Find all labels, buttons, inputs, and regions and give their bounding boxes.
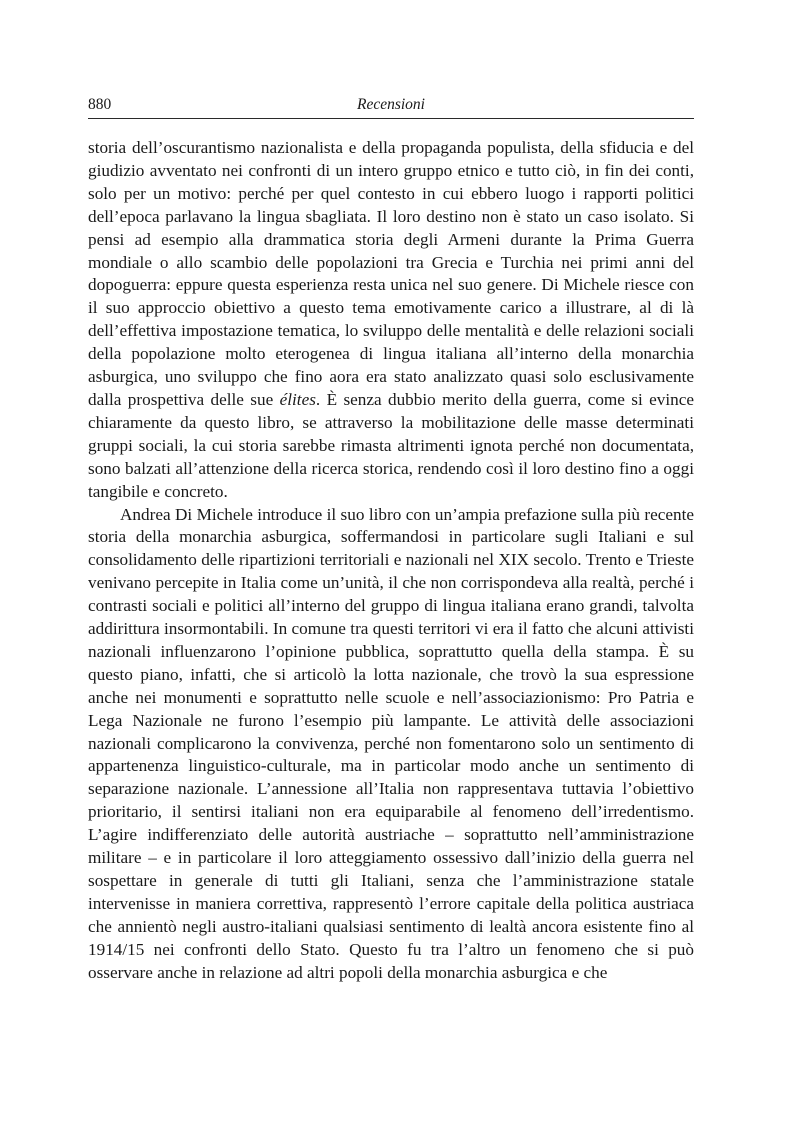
- document-page: [88, 92, 694, 985]
- paragraph-1-text-end: . È senza dubbio merito della guerra, come si evince chiaramente da questo libro, se attraverso la mobilitazione delle masse determinati gruppi sociali, la cui storia sarebbe rimasta altrimenti ignota perché non documentata, sono balzati all’attenzione della ricerca storica, rendendo così il loro destino fino a oggi tangibile e concreto.: [88, 389, 694, 501]
- paragraph-1: [88, 137, 694, 504]
- page-header: [88, 92, 694, 119]
- body-text: [88, 137, 694, 985]
- paragraph-2: Andrea Di Michele introduce il suo libro con un’ampia prefazione sulla più recente storia della monarchia asburgica, soffermandosi in particolare sugli Italiani e sul consolidamento delle ripartizioni territoriali e nazionali nel XIX secolo. Trento e Trieste venivano percepite in Italia come un’unità, il che non corrispondeva alla realtà, perché i contrasti sociali e politici all’interno del gruppo di lingua italiana erano grandi, talvolta addirittura insormontabili. In comune tra questi territori vi era il fatto che alcuni attivisti nazionali influenzarono l’opinione pubblica, soprattutto quella della stampa. È su questo piano, infatti, che si articolò la lotta nazionale, che trovò la sua espressione anche nei monumenti e soprattutto nelle scuole e nell’associazionismo: Pro Patria e Lega Nazionale ne furono l’esempio più lampante. Le attività delle associazioni nazionali complicarono la convivenza, perché non fomentarono solo un sentimento di appartenenza linguistico-culturale, ma in particolar modo anche un sentimento di separazione nazionale. L’annessione all’Italia non rappresentava tuttavia l’obiettivo prioritario, il sentirsi italiani non era equiparabile al fenomeno dell’irredentismo. L’agire indifferenziato delle autorità austriache – soprattutto nell’amministrazione militare – e in particolare il loro atteggiamento ossessivo dall’inizio della guerra nel sospettare in generale di tutti gli Italiani, senza che l’amministrazione statale intervenisse in maniera correttiva, rappresentò l’errore capitale della politica austriaca che annientò negli austro-italiani qualsiasi sentimento di lealtà ancora esistente fino al 1914/15 nei confronti dello Stato. Questo fu tra l’altro un fenomeno che si può osservare anche in relazione ad altri popoli della monarchia asburgica e che: [88, 504, 694, 982]
- running-head: Recensioni: [356, 96, 425, 113]
- page-number: 880: [88, 96, 112, 113]
- paragraph-1-text-start: storia dell’oscurantismo nazionalista e della propaganda populista, della sfiducia e del giudizio avventato nei confronti di un intero gruppo etnico e tutto ciò, in fin dei conti, solo per un motivo: perché per quel contesto in cui ebbero luogo i rapporti politici dell’epoca parlavano la lingua sbagliata. Il loro destino non è stato un caso isolato. Si pensi ad esempio alla drammatica storia degli Armeni durante la Prima Guerra mondiale o allo scambio delle popolazioni tra Grecia e Turchia nei primi anni del dopoguerra: eppure questa esperienza resta unica nel suo genere. Di Michele riesce con il suo approccio obiettivo a questo tema emotivamente carico a illustrare, al di là dell’effettiva impostazione tematica, lo sviluppo delle mentalità e delle relazioni sociali della popolazione molto eterogenea di lingua italiana all’interno della monarchia asburgica, uno sviluppo che fino aora era stato analizzato quasi solo esclusivamente dalla prospettiva delle sue: [88, 138, 694, 409]
- paragraph-1-italic-term: élites: [279, 389, 316, 409]
